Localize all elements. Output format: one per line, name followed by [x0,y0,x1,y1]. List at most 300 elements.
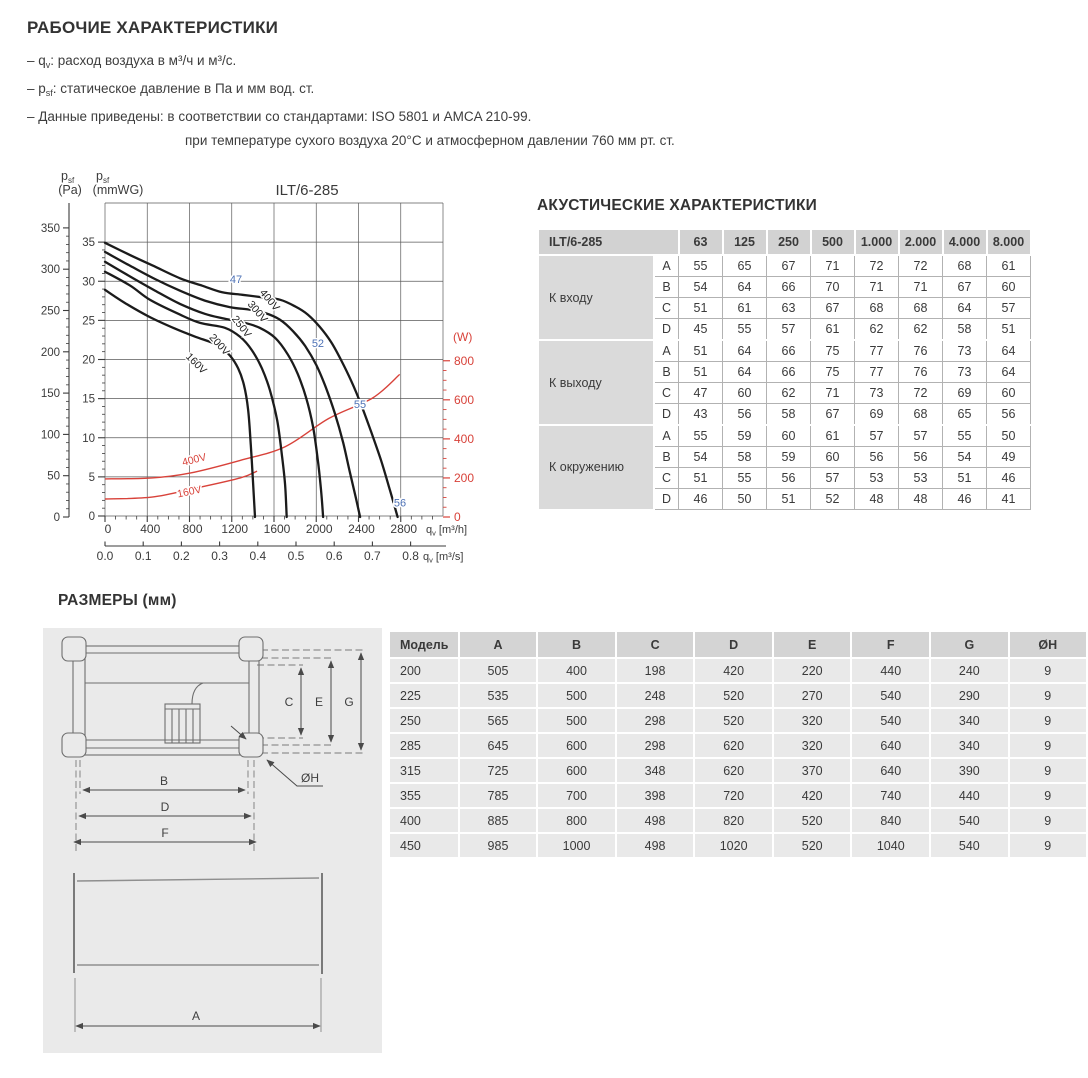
dim-value-cell: 535 [460,684,536,707]
acoustic-value-cell: 57 [767,319,811,341]
acoustic-value-cell: 57 [987,298,1031,319]
acoustic-value-cell: 56 [855,447,899,468]
acoustic-row-key: A [654,425,679,447]
acoustic-value-cell: 69 [943,383,987,404]
acoustic-table-row [538,255,1031,277]
acoustic-value-cell: 51 [679,362,723,383]
svg-text:15: 15 [82,393,95,406]
dim-value-cell: 240 [931,659,1007,682]
intro-line [27,49,675,77]
acoustic-value-cell: 55 [679,255,723,277]
flow-axis-label-m3h: $q_v$ [m³/h] [426,524,468,538]
acoustic-group-label: К входу [538,255,654,340]
dim-value-cell: 840 [852,809,929,832]
acoustic-value-cell: 43 [679,404,723,426]
dimension-letters [160,695,354,840]
dim-label-b: B [159,774,169,788]
dimensions-section-title: РАЗМЕРЫ (мм) [58,592,177,609]
svg-text:25: 25 [82,315,95,328]
acoustic-value-cell: 71 [855,277,899,298]
dim-label-g: G [344,695,354,709]
acoustic-group-label: К окружению [538,425,654,510]
mmwg-axis-unit: (mmWG) [92,183,144,197]
svg-text:600: 600 [454,392,475,407]
svg-text:0.2: 0.2 [173,549,190,563]
dim-label-f: F [161,826,169,840]
acoustic-row-key: A [654,255,679,277]
acoustic-value-cell: 51 [679,340,723,362]
dim-value-cell: 420 [774,784,850,807]
dim-table-row [390,809,1086,832]
acoustic-value-cell: 73 [855,383,899,404]
acoustic-group-label: К выходу [538,340,654,425]
power-curve-label: 400V [180,451,208,469]
acoustic-value-cell: 61 [723,298,767,319]
intro-line [27,105,675,129]
acoustic-value-cell: 62 [855,319,899,341]
acoustic-value-cell: 57 [855,425,899,447]
acoustic-value-cell: 64 [987,340,1031,362]
dim-value-cell: 9 [1010,834,1086,857]
chart-title: ILT/6-285 [275,182,339,199]
dim-value-cell: 785 [460,784,536,807]
intro-line [27,129,675,153]
acoustic-frequency-header: 125 [723,229,767,255]
subscript-text: sf [45,88,53,98]
acoustic-table [537,228,1032,511]
dim-header-cell: B [538,632,615,657]
svg-text:0.8: 0.8 [402,549,419,563]
dim-table-row [390,784,1086,807]
dim-header-cell: F [852,632,929,657]
dim-label-a: A [191,1009,201,1023]
dim-value-cell: 320 [774,709,850,732]
acoustic-frequency-header: 4.000 [943,229,987,255]
dim-value-cell: 640 [852,734,929,757]
svg-text:0.6: 0.6 [325,549,343,563]
acoustic-value-cell: 72 [855,255,899,277]
dim-header-cell: Модель [390,632,458,657]
pressure-curve-label: 200V [206,331,232,358]
acoustic-value-cell: 58 [943,319,987,341]
dim-value-cell: 500 [538,684,615,707]
acoustic-value-cell: 51 [679,468,723,489]
dim-value-cell: 9 [1010,809,1086,832]
dim-value-cell: 600 [538,759,615,782]
dim-value-cell: 498 [617,834,693,857]
dim-value-cell: 420 [695,659,772,682]
svg-text:300: 300 [40,264,60,277]
dim-value-cell: 520 [695,709,772,732]
acoustic-value-cell: 68 [943,255,987,277]
acoustic-value-cell: 65 [723,255,767,277]
power-point-label: 52 [311,337,325,350]
svg-text:30: 30 [82,276,95,289]
acoustic-value-cell: 45 [679,319,723,341]
acoustic-row-key: B [654,447,679,468]
acoustic-value-cell: 64 [943,298,987,319]
pressure-curve-400V [105,243,398,517]
svg-text:400: 400 [454,431,475,446]
dim-value-cell: 398 [617,784,693,807]
dim-value-cell: 9 [1010,684,1086,707]
pressure-curve-label: 300V [244,298,270,326]
svg-text:0.3: 0.3 [211,549,228,563]
acoustic-value-cell: 61 [987,255,1031,277]
pa-axis-unit: (Pa) [58,183,82,197]
dim-value-cell: 540 [852,684,929,707]
dim-table-row [390,709,1086,732]
w-axis-unit: (W) [453,330,473,344]
acoustic-row-key: D [654,489,679,510]
acoustic-frequency-header: 2.000 [899,229,943,255]
pressure-curve-label: 400V [256,287,282,314]
dim-value-cell: 400 [538,659,615,682]
power-point-label: 56 [393,497,407,510]
acoustic-value-cell: 62 [767,383,811,404]
pressure-curve-300V [105,252,360,517]
power-curve-label: 160V [176,483,203,501]
intro-text: – p [27,81,46,96]
acoustic-value-cell: 47 [679,383,723,404]
dim-value-cell: 520 [774,809,850,832]
dim-value-cell: 725 [460,759,536,782]
dim-value-cell: 9 [1010,734,1086,757]
intro-text: – Данные приведены: в соответствии со стандартами: ISO 5801 и AMCA 210-99. [27,109,532,124]
intro-text: : расход воздуха в м³/ч и м³/с. [50,53,237,68]
pressure-curve-label: 250V [229,313,254,341]
acoustic-value-cell: 72 [899,255,943,277]
svg-text:0: 0 [53,512,60,524]
a-extension-lines [75,978,321,1032]
svg-text:0.7: 0.7 [364,549,381,563]
acoustic-value-cell: 56 [899,447,943,468]
acoustic-value-cell: 54 [943,447,987,468]
acoustic-frequency-header: 500 [811,229,855,255]
dim-label-e: E [314,695,324,709]
dim-label-d: D [160,800,170,814]
dim-model-cell: 225 [390,684,458,707]
acoustic-frequency-header: 8.000 [987,229,1031,255]
dim-value-cell: 820 [695,809,772,832]
dimension-drawing-panel [43,628,382,1053]
acoustic-frequency-header: 250 [767,229,811,255]
dim-value-cell: 340 [931,709,1007,732]
acoustic-value-cell: 41 [987,489,1031,510]
dim-value-cell: 348 [617,759,693,782]
acoustic-value-cell: 56 [723,404,767,426]
pressure-axis-name: $p_{sf}$ [96,169,110,185]
dim-value-cell: 1040 [852,834,929,857]
svg-text:800: 800 [182,522,203,536]
dim-value-cell: 9 [1010,759,1086,782]
acoustic-value-cell: 48 [855,489,899,510]
acoustic-row-key: B [654,362,679,383]
acoustic-value-cell: 67 [767,255,811,277]
acoustic-value-cell: 50 [987,425,1031,447]
dim-value-cell: 270 [774,684,850,707]
acoustic-value-cell: 59 [723,425,767,447]
acoustic-value-cell: 71 [899,277,943,298]
acoustic-row-key: C [654,298,679,319]
dim-value-cell: 885 [460,809,536,832]
acoustic-value-cell: 75 [811,362,855,383]
fan-casing-front-view [73,646,259,755]
dim-table-row [390,759,1086,782]
dim-header-cell: C [617,632,693,657]
acoustic-value-cell: 60 [723,383,767,404]
acoustic-frequency-header: 1.000 [855,229,899,255]
svg-text:200: 200 [454,470,475,485]
page-title: РАБОЧИЕ ХАРАКТЕРИСТИКИ [27,18,279,37]
dim-value-cell: 600 [538,734,615,757]
acoustic-value-cell: 66 [767,362,811,383]
svg-text:2000: 2000 [305,522,333,536]
acoustic-value-cell: 60 [987,383,1031,404]
acoustic-value-cell: 58 [723,447,767,468]
acoustic-table-row [538,340,1031,362]
acoustic-value-cell: 51 [767,489,811,510]
acoustic-value-cell: 67 [943,277,987,298]
acoustic-table-row [538,425,1031,447]
acoustic-value-cell: 54 [679,447,723,468]
acoustic-value-cell: 55 [679,425,723,447]
dim-value-cell: 390 [931,759,1007,782]
dim-value-cell: 645 [460,734,536,757]
dim-header-cell: ØH [1010,632,1086,657]
dim-table-row [390,734,1086,757]
dim-value-cell: 540 [852,709,929,732]
acoustic-value-cell: 71 [811,383,855,404]
dim-label-c: C [284,695,294,709]
acoustic-value-cell: 69 [855,404,899,426]
acoustic-value-cell: 56 [987,404,1031,426]
dim-value-cell: 500 [538,709,615,732]
dim-value-cell: 720 [695,784,772,807]
dim-model-cell: 400 [390,809,458,832]
svg-text:200: 200 [40,346,60,359]
acoustic-value-cell: 46 [679,489,723,510]
dim-value-cell: 740 [852,784,929,807]
acoustic-value-cell: 77 [855,362,899,383]
acoustic-value-cell: 63 [767,298,811,319]
svg-text:0.4: 0.4 [249,549,267,563]
acoustic-row-key: A [654,340,679,362]
acoustic-value-cell: 66 [767,340,811,362]
dim-value-cell: 640 [852,759,929,782]
corner-pointer [231,726,246,739]
acoustic-value-cell: 77 [855,340,899,362]
acoustic-value-cell: 67 [811,298,855,319]
motor-block [165,704,200,743]
svg-text:2400: 2400 [348,522,375,536]
svg-text:10: 10 [82,432,95,445]
acoustic-value-cell: 53 [855,468,899,489]
acoustic-value-cell: 68 [899,298,943,319]
dim-model-cell: 315 [390,759,458,782]
acoustic-value-cell: 51 [679,298,723,319]
svg-text:800: 800 [454,353,475,368]
acoustic-value-cell: 61 [811,425,855,447]
dim-model-cell: 450 [390,834,458,857]
svg-text:5: 5 [88,471,95,484]
dim-value-cell: 540 [931,809,1007,832]
acoustic-value-cell: 73 [943,340,987,362]
dim-value-cell: 565 [460,709,536,732]
acoustic-value-cell: 76 [899,362,943,383]
acoustic-value-cell: 57 [811,468,855,489]
flow-axis-label-m3s: $q_v$ [m³/s] [423,551,464,565]
svg-text:400: 400 [140,522,161,536]
dim-value-cell: 800 [538,809,615,832]
dim-value-cell: 9 [1010,659,1086,682]
acoustic-value-cell: 71 [811,255,855,277]
dim-model-cell: 285 [390,734,458,757]
acoustic-value-cell: 49 [987,447,1031,468]
dim-value-cell: 9 [1010,709,1086,732]
power-point-label: 55 [353,398,367,411]
dim-label-oh: ØH [301,771,319,785]
acoustic-value-cell: 64 [723,362,767,383]
acoustic-value-cell: 68 [899,404,943,426]
acoustic-value-cell: 73 [943,362,987,383]
dim-model-cell: 200 [390,659,458,682]
acoustic-section-title: АКУСТИЧЕСКИЕ ХАРАКТЕРИСТИКИ [537,197,818,214]
acoustic-value-cell: 61 [811,319,855,341]
acoustic-model-header: ILT/6-285 [538,229,679,255]
dim-header-cell: E [774,632,850,657]
pressure-axis-name: $p_{sf}$ [61,169,75,185]
acoustic-value-cell: 70 [811,277,855,298]
dim-value-cell: 620 [695,759,772,782]
acoustic-value-cell: 58 [767,404,811,426]
acoustic-value-cell: 51 [987,319,1031,341]
dim-value-cell: 340 [931,734,1007,757]
dim-value-cell: 520 [774,834,850,857]
dim-value-cell: 620 [695,734,772,757]
dim-value-cell: 370 [774,759,850,782]
acoustic-row-key: B [654,277,679,298]
intro-text: – q [27,53,46,68]
acoustic-value-cell: 52 [811,489,855,510]
acoustic-value-cell: 56 [767,468,811,489]
svg-text:150: 150 [40,388,60,401]
acoustic-value-cell: 72 [899,383,943,404]
svg-text:1200: 1200 [221,522,249,536]
acoustic-value-cell: 66 [767,277,811,298]
acoustic-value-cell: 57 [899,425,943,447]
acoustic-value-cell: 75 [811,340,855,362]
acoustic-value-cell: 67 [811,404,855,426]
dim-value-cell: 248 [617,684,693,707]
svg-text:1600: 1600 [263,522,291,536]
subscript-text: v [45,60,51,70]
acoustic-row-key: D [654,404,679,426]
intro-notes [27,49,675,153]
dim-header-cell: D [695,632,772,657]
dimensions-table [388,630,1088,859]
svg-text:100: 100 [40,429,60,442]
acoustic-value-cell: 64 [987,362,1031,383]
svg-text:0.0: 0.0 [96,549,114,563]
dim-table-row [390,684,1086,707]
svg-text:0: 0 [88,511,95,523]
acoustic-value-cell: 68 [855,298,899,319]
acoustic-value-cell: 65 [943,404,987,426]
dim-value-cell: 985 [460,834,536,857]
acoustic-row-key: D [654,319,679,341]
acoustic-value-cell: 55 [723,319,767,341]
acoustic-row-key: C [654,468,679,489]
dim-model-cell: 355 [390,784,458,807]
performance-chart [40,165,515,565]
dim-table-row [390,834,1086,857]
svg-text:0: 0 [454,510,461,524]
dim-value-cell: 1000 [538,834,615,857]
dim-value-cell: 505 [460,659,536,682]
acoustic-value-cell: 55 [943,425,987,447]
dim-value-cell: 298 [617,709,693,732]
acoustic-value-cell: 60 [811,447,855,468]
acoustic-value-cell: 55 [723,468,767,489]
intro-text: при температуре сухого воздуха 20°C и атмосферном давлении 760 мм рт. ст. [185,133,675,148]
dim-value-cell: 440 [931,784,1007,807]
acoustic-value-cell: 54 [679,277,723,298]
dim-value-cell: 298 [617,734,693,757]
svg-text:0.1: 0.1 [134,549,152,563]
dim-value-cell: 520 [695,684,772,707]
svg-text:250: 250 [40,305,60,318]
svg-text:0: 0 [104,522,112,536]
acoustic-value-cell: 50 [723,489,767,510]
acoustic-value-cell: 48 [899,489,943,510]
acoustic-value-cell: 46 [943,489,987,510]
performance-chart-svg [40,165,515,565]
dim-value-cell: 198 [617,659,693,682]
dim-value-cell: 220 [774,659,850,682]
power-point-label: 47 [229,274,243,287]
pressure-curve-label: 160V [183,350,209,377]
svg-text:35: 35 [82,237,95,250]
intro-line [27,77,675,105]
dim-value-cell: 540 [931,834,1007,857]
dim-header-cell: A [460,632,536,657]
acoustic-value-cell: 59 [767,447,811,468]
dim-table-row [390,659,1086,682]
svg-text:20: 20 [82,354,95,367]
acoustic-value-cell: 60 [987,277,1031,298]
acoustic-value-cell: 51 [943,468,987,489]
dim-value-cell: 320 [774,734,850,757]
dim-header-cell: G [931,632,1007,657]
motor-cable [192,683,203,704]
extension-lines [76,650,363,852]
acoustic-value-cell: 76 [899,340,943,362]
acoustic-value-cell: 46 [987,468,1031,489]
acoustic-value-cell: 64 [723,277,767,298]
svg-text:350: 350 [40,222,60,235]
svg-text:0.5: 0.5 [287,549,305,563]
acoustic-value-cell: 62 [899,319,943,341]
corner-caps [62,637,263,757]
dim-value-cell: 1020 [695,834,772,857]
dim-value-cell: 9 [1010,784,1086,807]
svg-text:50: 50 [47,470,60,483]
acoustic-value-cell: 64 [723,340,767,362]
dim-value-cell: 290 [931,684,1007,707]
dim-model-cell: 250 [390,709,458,732]
acoustic-value-cell: 60 [767,425,811,447]
